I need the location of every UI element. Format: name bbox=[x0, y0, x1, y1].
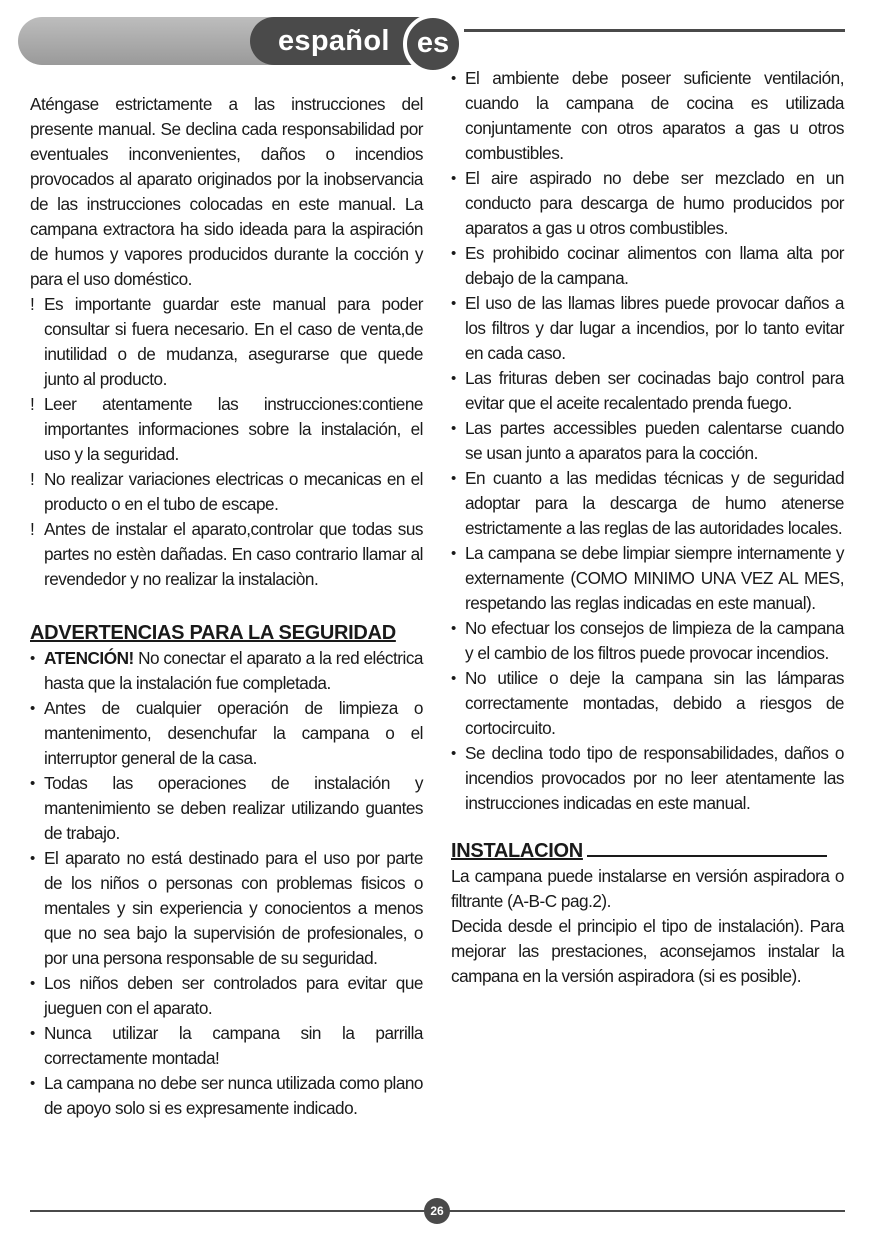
warning-item bbox=[30, 292, 423, 392]
bullet-marker: • bbox=[30, 1025, 35, 1042]
bullet-marker: • bbox=[451, 470, 456, 487]
warning-marker: ! bbox=[30, 394, 35, 414]
warning-marker: ! bbox=[30, 519, 35, 539]
safety-bullet-item bbox=[451, 466, 844, 541]
warning-item bbox=[30, 517, 423, 592]
warning-text: No realizar variaciones electricas o mecanicas en el producto o en el tubo de escape. bbox=[44, 469, 423, 514]
bullet-marker: • bbox=[451, 545, 456, 562]
safety-bullet-item bbox=[451, 291, 844, 366]
safety-bullet-item bbox=[451, 741, 844, 816]
bullet-marker: • bbox=[451, 670, 456, 687]
safety-bullet-item bbox=[30, 696, 423, 771]
warning-text: Antes de instalar el aparato,controlar que todas sus partes no estèn dañadas. En caso contrario llamar al revendedor y no realizar la instalaciòn. bbox=[44, 519, 423, 589]
bullet-marker: • bbox=[451, 370, 456, 387]
safety-bullet-item bbox=[30, 971, 423, 1021]
safety-bullet-text: Se declina todo tipo de responsabilidades, daños o incendios provocados por no leer atentamente las instrucciones indicadas en este manual. bbox=[465, 743, 844, 813]
safety-bullet-text: Antes de cualquier operación de limpieza o mantenimento, desenchufar la campana o el interruptor general de la casa. bbox=[44, 698, 423, 768]
safety-bullet-text: Todas las operaciones de instalación y mantenimiento se deben realizar utilizando guantes de trabajo. bbox=[44, 773, 423, 843]
bullet-marker: • bbox=[30, 1075, 35, 1092]
safety-bullet-text: No efectuar los consejos de limpieza de la campana y el cambio de los filtros puede provocar incendios. bbox=[465, 618, 844, 663]
safety-bullet-text: Los niños deben ser controlados para evitar que jueguen con el aparato. bbox=[44, 973, 423, 1018]
safety-bullet-item bbox=[30, 646, 423, 696]
bullet-marker: • bbox=[451, 70, 456, 87]
safety-bullet-text: La campana no debe ser nunca utilizada como plano de apoyo solo si es expresamente indicado. bbox=[44, 1073, 423, 1118]
safety-bullet-item bbox=[30, 1021, 423, 1071]
safety-bullet-item bbox=[451, 616, 844, 666]
bullet-marker: • bbox=[451, 745, 456, 762]
warning-text: Es importante guardar este manual para poder consultar si fuera necesario. En el caso de venta,de inutilidad o de mudanza, asegurarse que quede junto al producto. bbox=[44, 294, 423, 389]
safety-bullet-text: La campana se debe limpiar siempre internamente y externamente (COMO MINIMO UNA VEZ AL MES, respetando las reglas indicadas en este manual). bbox=[465, 543, 844, 613]
safety-bullet-text: El aparato no está destinado para el uso por parte de los niños o personas con problemas fisicos o mentales y sin experiencia y conocientos a menos que no sea bajo la supervisión de profesionales, o por una persona responsable de su seguridad. bbox=[44, 848, 423, 968]
header-rule bbox=[464, 29, 845, 32]
heading-underline-rule bbox=[587, 855, 827, 857]
safety-bullet-text: Nunca utilizar la campana sin la parrilla correctamente montada! bbox=[44, 1023, 423, 1068]
safety-bullet-item bbox=[451, 541, 844, 616]
bullet-marker: • bbox=[451, 295, 456, 312]
installation-heading bbox=[451, 838, 844, 864]
safety-bullet-item bbox=[30, 1071, 423, 1121]
safety-heading: ADVERTENCIAS PARA LA SEGURIDAD bbox=[30, 622, 396, 644]
warning-item bbox=[30, 392, 423, 467]
warning-text: Leer atentamente las instrucciones:contiene importantes informaciones sobre la instalación, el uso y la seguridad. bbox=[44, 394, 423, 464]
safety-bullet-text: Las partes accessibles pueden calentarse cuando se usan junto a aparatos para la cocción. bbox=[465, 418, 844, 463]
safety-bullet-item bbox=[30, 771, 423, 846]
safety-bullet-text: El uso de las llamas libres puede provocar daños a los filtros y dar lugar a incendios, por lo tanto evitar en cada caso. bbox=[465, 293, 844, 363]
bullet-marker: • bbox=[451, 620, 456, 637]
safety-bullet-item bbox=[451, 666, 844, 741]
attention-label: ATENCIÓN! bbox=[44, 648, 134, 668]
bullet-marker: • bbox=[451, 420, 456, 437]
bullet-marker: • bbox=[30, 775, 35, 792]
safety-bullet-item bbox=[451, 166, 844, 241]
safety-bullet-text: No conectar el aparato a la red eléctrica hasta que la instalación fue completada. bbox=[44, 648, 423, 693]
safety-bullet-text: No utilice o deje la campana sin las lámparas correctamente montadas, debido a riesgos de cortocircuito. bbox=[465, 668, 844, 738]
language-title: español bbox=[278, 25, 390, 57]
bullet-marker: • bbox=[30, 850, 35, 867]
page-number-badge: 26 bbox=[424, 1198, 450, 1224]
bullet-marker: • bbox=[30, 700, 35, 717]
safety-bullet-text: Es prohibido cocinar alimentos con llama alta por debajo de la campana. bbox=[465, 243, 844, 288]
safety-bullet-item bbox=[451, 416, 844, 466]
safety-bullet-item bbox=[451, 366, 844, 416]
right-column bbox=[451, 66, 844, 989]
bullet-marker: • bbox=[30, 650, 35, 667]
safety-bullet-text: El ambiente debe poseer suficiente ventilación, cuando la campana de cocina es utilizada conjuntamente con otros aparatos a gas u otros combustibles. bbox=[465, 68, 844, 163]
safety-bullet-text: Las frituras deben ser cocinadas bajo control para evitar que el aceite recalentado prenda fuego. bbox=[465, 368, 844, 413]
safety-bullet-text: En cuanto a las medidas técnicas y de seguridad adoptar para la descarga de humo atenerse estrictamente a las reglas de las autoridades locales. bbox=[465, 468, 844, 538]
installation-paragraph: Decida desde el principio el tipo de instalación). Para mejorar las prestaciones, aconsejamos instalar la campana en la versión aspiradora (si es posible). bbox=[451, 916, 844, 986]
language-code-badge: es bbox=[403, 14, 463, 74]
safety-bullet-item bbox=[451, 241, 844, 291]
bullet-marker: • bbox=[451, 170, 456, 187]
bullet-marker: • bbox=[451, 245, 456, 262]
warning-marker: ! bbox=[30, 294, 35, 314]
safety-bullet-text: El aire aspirado no debe ser mezclado en un conducto para descarga de humo producidos por aparatos a gas u otros combustibles. bbox=[465, 168, 844, 238]
safety-bullet-item bbox=[451, 66, 844, 166]
safety-bullet-item bbox=[30, 846, 423, 971]
installation-heading-text: INSTALACION bbox=[451, 840, 583, 862]
warning-item bbox=[30, 467, 423, 517]
left-column bbox=[30, 66, 423, 1121]
warning-marker: ! bbox=[30, 469, 35, 489]
bullet-marker: • bbox=[30, 975, 35, 992]
intro-paragraph: Aténgase estrictamente a las instrucciones del presente manual. Se declina cada responsabilidad por eventuales inconvenientes, daños o incendios provocados al aparato originados por la inobservancia de las instrucciones colocadas en este manual. La campana extractora ha sido ideada para la aspiración de humos y vapores producidos durante la cocción y para el uso doméstico. bbox=[30, 94, 423, 289]
installation-paragraph: La campana puede instalarse en versión aspiradora o filtrante (A-B-C pag.2). bbox=[451, 866, 844, 911]
